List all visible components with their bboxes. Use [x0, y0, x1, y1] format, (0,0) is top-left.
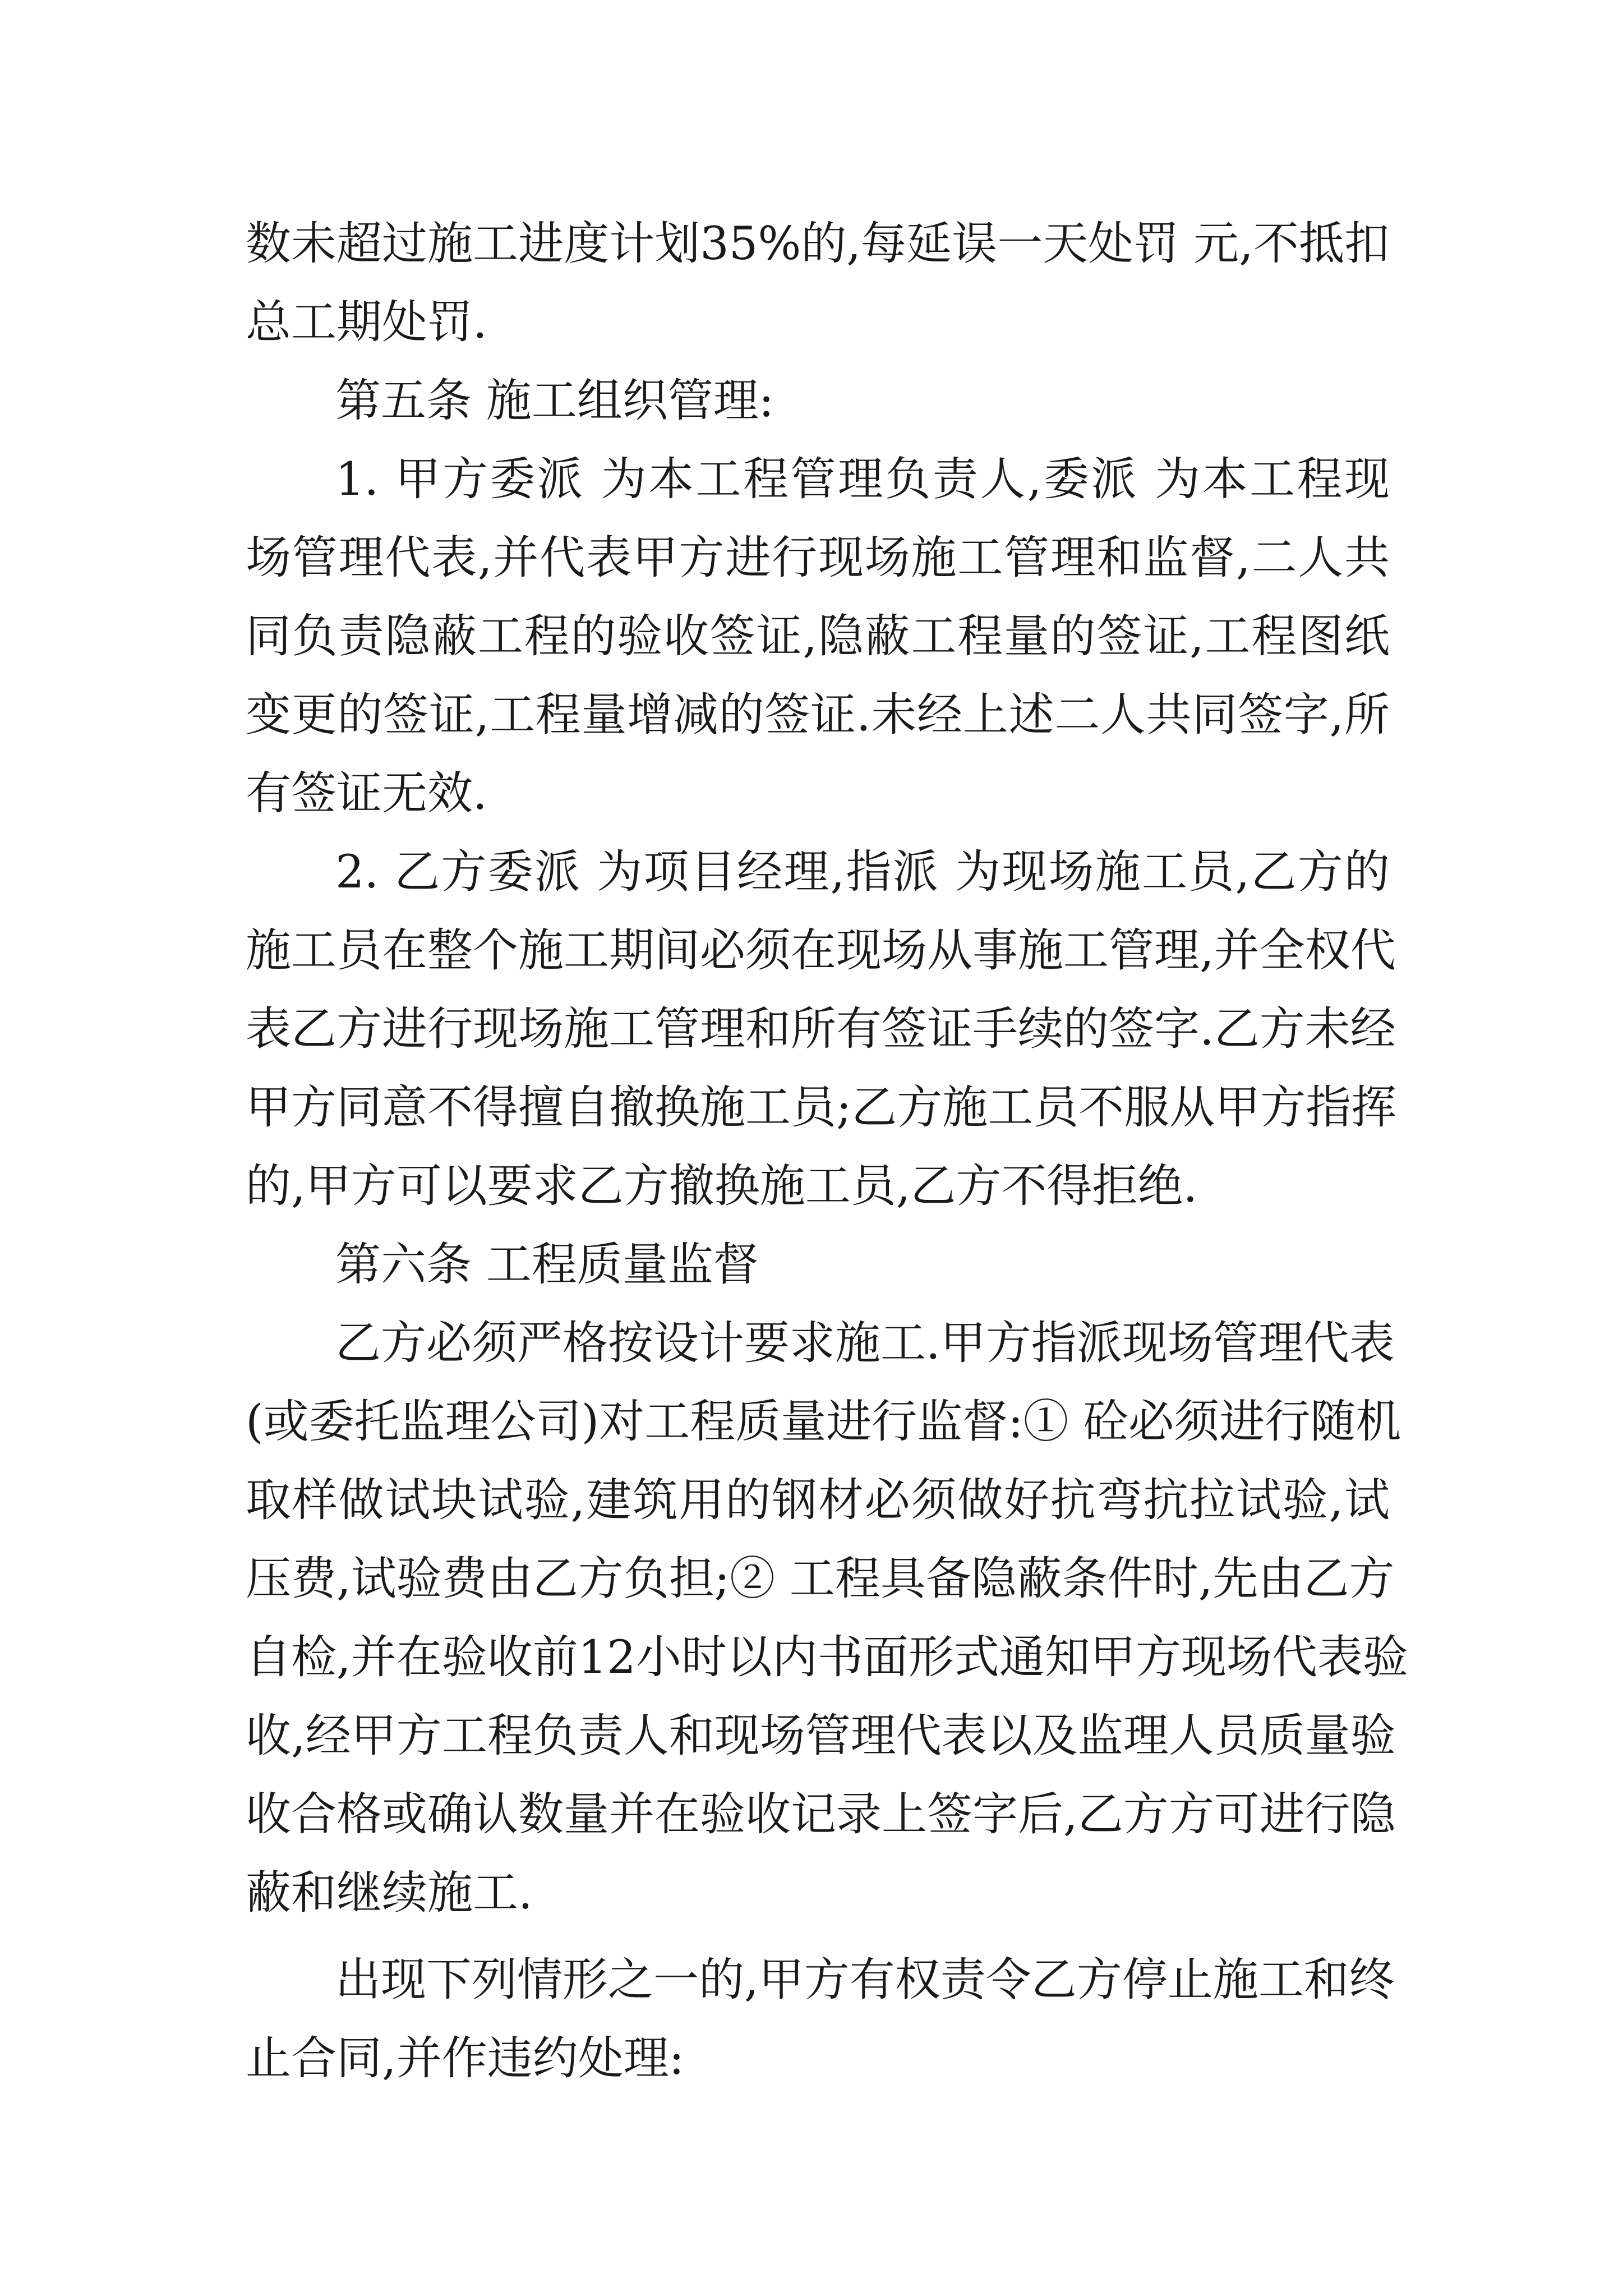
paragraph-line-18: 压费,试验费由乙方负担;② 工程具备隐蔽条件时,先由乙方 — [246, 1553, 1395, 1605]
paragraph-line-16: (或委托监理公司)对工程质量进行监督:① 砼必须进行随机 — [246, 1396, 1401, 1448]
paragraph-line-2: 总工期处罚. — [246, 296, 487, 349]
paragraph-line-5: 场管理代表,并代表甲方进行现场施工管理和监督,二人共 — [246, 532, 1390, 585]
paragraph-line-15: 乙方必须严格按设计要求施工.甲方指派现场管理代表 — [335, 1317, 1395, 1370]
paragraph-line-22: 蔽和继续施工. — [246, 1867, 533, 1920]
section-heading-5: 第五条 施工组织管理: — [335, 375, 774, 427]
paragraph-line-6: 同负责隐蔽工程的验收签证,隐蔽工程量的签证,工程图纸 — [246, 610, 1390, 663]
section-heading-6: 第六条 工程质量监督 — [335, 1239, 759, 1291]
paragraph-line-19: 自检,并在验收前12小时以内书面形式通知甲方现场代表验 — [246, 1631, 1408, 1684]
paragraph-line-21: 收合格或确认数量并在验收记录上签字后,乙方方可进行隐 — [246, 1788, 1396, 1841]
paragraph-line-4: 1. 甲方委派 为本工程管理负责人,委派 为本工程现 — [335, 453, 1390, 506]
paragraph-line-8: 有签证无效. — [246, 767, 487, 820]
paragraph-line-17: 取样做试块试验,建筑用的钢材必须做好抗弯抗拉试验,试 — [246, 1474, 1390, 1527]
paragraph-line-10: 施工员在整个施工期间必须在现场从事施工管理,并全权代 — [246, 924, 1396, 977]
paragraph-line-9: 2. 乙方委派 为项目经理,指派 为现场施工员,乙方的 — [335, 846, 1390, 899]
paragraph-line-12: 甲方同意不得擅自撤换施工员;乙方施工员不服从甲方指挥 — [246, 1082, 1397, 1134]
paragraph-line-7: 变更的签证,工程量增减的签证.未经上述二人共同签字,所 — [246, 689, 1390, 742]
paragraph-line-13: 的,甲方可以要求乙方撤换施工员,乙方不得拒绝. — [246, 1160, 1198, 1213]
paragraph-line-24: 止合同,并作违约处理: — [246, 2032, 685, 2085]
paragraph-line-20: 收,经甲方工程负责人和现场管理代表以及监理人员质量验 — [246, 1710, 1396, 1763]
paragraph-line-23: 出现下列情形之一的,甲方有权责令乙方停止施工和终 — [335, 1954, 1395, 2007]
paragraph-line-1: 数未超过施工进度计划35%的,每延误一天处罚 元,不抵扣 — [246, 218, 1390, 270]
paragraph-line-11: 表乙方进行现场施工管理和所有签证手续的签字.乙方未经 — [246, 1003, 1396, 1056]
